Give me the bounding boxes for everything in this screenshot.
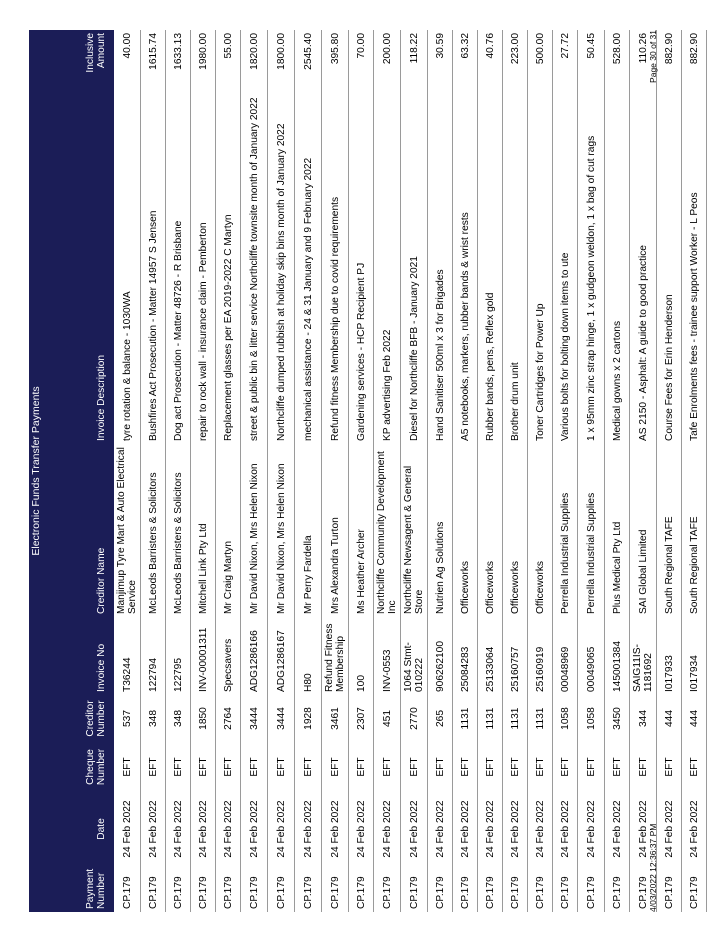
table-row [322, 30, 349, 912]
inclusive-amount-cell: 2545.40 [295, 30, 322, 81]
cheque-number-cell: EFT [216, 742, 241, 792]
payment-number-cell: CP.179 [141, 866, 166, 912]
creditor-number-cell: 3444 [268, 695, 295, 742]
cheque-number-cell: EFT [349, 742, 374, 792]
cheque-number-cell: EFT [141, 742, 166, 792]
creditor-name-cell: South Regional TAFE [657, 444, 682, 617]
invoice-description-cell: Diesel for Northcliffe BFB - January 2021 [401, 81, 428, 444]
table-row [503, 30, 528, 912]
invoice-no-cell: Refund Fitness Membership [322, 617, 349, 695]
col-inclusive-amount: Inclusive Amount [44, 30, 114, 81]
invoice-no-cell: I017934 [682, 617, 707, 695]
creditor-number-cell: 1058 [553, 695, 578, 742]
invoice-description-cell: AS 2150 - Asphalt: A guide to good practice [630, 81, 657, 444]
creditor-number-cell: 1058 [578, 695, 605, 742]
inclusive-amount-cell: 40.00 [114, 30, 141, 81]
invoice-description-cell: A5 notebooks, markers, rubber bands & wrist rests [453, 81, 478, 444]
invoice-no-cell: 122794 [141, 617, 166, 695]
creditor-number-cell: 444 [657, 695, 682, 742]
date-cell: 24 Feb 2022 [578, 792, 605, 866]
inclusive-amount-cell: 395.80 [322, 30, 349, 81]
invoice-description-cell: Brother drum unit [503, 81, 528, 444]
payment-number-cell: CP.179 [578, 866, 605, 912]
invoice-no-cell: 25160757 [503, 617, 528, 695]
cheque-number-cell: EFT [191, 742, 216, 792]
creditor-name-cell: Nutrien Ag Solutions [428, 444, 453, 617]
invoice-description-cell: KP advertising Feb 2022 [374, 81, 401, 444]
inclusive-amount-cell: 882.90 [682, 30, 707, 81]
inclusive-amount-cell: 528.00 [605, 30, 630, 81]
table-row [241, 30, 268, 912]
creditor-number-cell: 344 [630, 695, 657, 742]
inclusive-amount-cell: 55.00 [216, 30, 241, 81]
creditor-name-cell: Mr Perry Fardella [295, 444, 322, 617]
table-row [428, 30, 453, 912]
creditor-name-cell: McLeods Barristers & Solicitors [141, 444, 166, 617]
creditor-number-cell: 2770 [401, 695, 428, 742]
cheque-number-cell: EFT [166, 742, 191, 792]
invoice-description-cell: street & public bin & litter service Northcliffe townsite month of January 2022 [241, 81, 268, 444]
invoice-no-cell: 25160919 [528, 617, 553, 695]
payment-number-cell: CP.179 [114, 866, 141, 912]
invoice-description-cell: Replacement glasses per EA 2019-2022 C Martyn [216, 81, 241, 444]
creditor-number-cell: 3444 [241, 695, 268, 742]
creditor-number-cell: 348 [166, 695, 191, 742]
invoice-description-cell: Northcliffe dumped rubbish at holiday skip bins month of January 2022 [268, 81, 295, 444]
table-row [141, 30, 166, 912]
creditor-name-cell: South Regional TAFE [682, 444, 707, 617]
creditor-number-cell: 1131 [503, 695, 528, 742]
creditor-number-cell: 1131 [453, 695, 478, 742]
table-row [605, 30, 630, 912]
table-row [578, 30, 605, 912]
cheque-number-cell: EFT [453, 742, 478, 792]
inclusive-amount-cell: 50.45 [578, 30, 605, 81]
date-cell: 24 Feb 2022 [241, 792, 268, 866]
invoice-no-cell: 1064 Stmt-010222 [401, 617, 428, 695]
page-number: Page 30 of 31 [648, 30, 658, 83]
invoice-no-cell: INV-0553 [374, 617, 401, 695]
date-cell: 24 Feb 2022 [605, 792, 630, 866]
payment-number-cell: CP.179 [605, 866, 630, 912]
table-row [191, 30, 216, 912]
date-cell: 24 Feb 2022 [478, 792, 503, 866]
date-cell: 24 Feb 2022 [322, 792, 349, 866]
cheque-number-cell: EFT [630, 742, 657, 792]
cheque-number-cell: EFT [374, 742, 401, 792]
invoice-no-cell: Specsavers [216, 617, 241, 695]
creditor-number-cell: 2307 [349, 695, 374, 742]
payment-number-cell: CP.179 [322, 866, 349, 912]
table-row [349, 30, 374, 912]
creditor-number-cell: 348 [141, 695, 166, 742]
invoice-no-cell: INV-00001311 [191, 617, 216, 695]
creditor-name-cell: Ms Heather Archer [349, 444, 374, 617]
creditor-name-cell: Mr David Nixon, Mrs Helen Nixon [268, 444, 295, 617]
invoice-description-cell: Hand Sanitiser 500ml x 3 for Brigades [428, 81, 453, 444]
creditor-number-cell: 2764 [216, 695, 241, 742]
report-title: Electronic Funds Transfer Payments [29, 30, 44, 912]
date-cell: 24 Feb 2022 [191, 792, 216, 866]
creditor-name-cell: Northcliffe Community Development Inc [374, 444, 401, 617]
creditor-name-cell: McLeods Barristers & Solicitors [166, 444, 191, 617]
printed-timestamp: 4/03/2022 12:36:37 PM [648, 823, 658, 912]
cheque-number-cell: EFT [503, 742, 528, 792]
payment-number-cell: CP.179 [503, 866, 528, 912]
table-header-row [44, 30, 114, 912]
creditor-name-cell: Plus Medical Pty Ltd [605, 444, 630, 617]
date-cell: 24 Feb 2022 [349, 792, 374, 866]
cheque-number-cell: EFT [528, 742, 553, 792]
payment-number-cell: CP.179 [682, 866, 707, 912]
date-cell: 24 Feb 2022 [166, 792, 191, 866]
creditor-name-cell: Officeworks [503, 444, 528, 617]
date-cell: 24 Feb 2022 [268, 792, 295, 866]
inclusive-amount-cell: 27.72 [553, 30, 578, 81]
inclusive-amount-cell: 118.22 [401, 30, 428, 81]
date-cell: 24 Feb 2022 [295, 792, 322, 866]
table-row [657, 30, 682, 912]
invoice-no-cell: 122795 [166, 617, 191, 695]
creditor-name-cell: Officeworks [478, 444, 503, 617]
payment-number-cell: CP.179 [191, 866, 216, 912]
inclusive-amount-cell: 1800.00 [268, 30, 295, 81]
invoice-no-cell: 25133064 [478, 617, 503, 695]
col-invoice-no: Invoice No [44, 617, 114, 695]
invoice-no-cell: 00048969 [553, 617, 578, 695]
creditor-number-cell: 3450 [605, 695, 630, 742]
creditor-name-cell: SAI Global Limited [630, 444, 657, 617]
date-cell: 24 Feb 2022 [428, 792, 453, 866]
table-row [528, 30, 553, 912]
cheque-number-cell: EFT [241, 742, 268, 792]
invoice-no-cell: 25084283 [453, 617, 478, 695]
cheque-number-cell: EFT [657, 742, 682, 792]
invoice-description-cell: Toner Cartridges for Power Up [528, 81, 553, 444]
inclusive-amount-cell: 200.00 [374, 30, 401, 81]
payment-number-cell: CP.179 [295, 866, 322, 912]
cheque-number-cell: EFT [268, 742, 295, 792]
date-cell: 24 Feb 2022 [503, 792, 528, 866]
payment-number-cell: CP.179 [630, 866, 657, 912]
invoice-description-cell: 1 x 95mm zinc strap hinge, 1 x gudgeon weldon, 1 x bag of cut rags [578, 81, 605, 444]
creditor-name-cell: Officeworks [528, 444, 553, 617]
creditor-number-cell: 1928 [295, 695, 322, 742]
payment-number-cell: CP.179 [478, 866, 503, 912]
inclusive-amount-cell: 223.00 [503, 30, 528, 81]
invoice-description-cell: Bushfires Act Prosecution - Matter 14957 S Jensen [141, 81, 166, 444]
invoice-no-cell: 906262100 [428, 617, 453, 695]
invoice-description-cell: Tafe Enrolments fees - trainee support Worker - L Peos [682, 81, 707, 444]
table-row [216, 30, 241, 912]
creditor-number-cell: 265 [428, 695, 453, 742]
inclusive-amount-cell: 500.00 [528, 30, 553, 81]
table-row [401, 30, 428, 912]
table-row [682, 30, 707, 912]
invoice-description-cell: Refund fitness Membership due to covid requirements [322, 81, 349, 444]
invoice-description-cell: Various bolts for bolting down items to ute [553, 81, 578, 444]
payment-number-cell: CP.179 [401, 866, 428, 912]
cheque-number-cell: EFT [478, 742, 503, 792]
col-date: Date [44, 792, 114, 866]
date-cell: 24 Feb 2022 [657, 792, 682, 866]
payment-number-cell: CP.179 [657, 866, 682, 912]
creditor-name-cell: Officeworks [453, 444, 478, 617]
creditor-name-cell: Northcliffe Newsagent & General Store [401, 444, 428, 617]
table-row [478, 30, 503, 912]
cheque-number-cell: EFT [553, 742, 578, 792]
inclusive-amount-cell: 1980.00 [191, 30, 216, 81]
invoice-no-cell: T36244 [114, 617, 141, 695]
payment-number-cell: CP.179 [268, 866, 295, 912]
table-row [268, 30, 295, 912]
inclusive-amount-cell: 110.26 [630, 30, 657, 81]
date-cell: 24 Feb 2022 [141, 792, 166, 866]
creditor-number-cell: 444 [682, 695, 707, 742]
creditor-number-cell: 3461 [322, 695, 349, 742]
invoice-no-cell: 00049065 [578, 617, 605, 695]
inclusive-amount-cell: 1615.74 [141, 30, 166, 81]
inclusive-amount-cell: 30.59 [428, 30, 453, 81]
payment-number-cell: CP.179 [166, 866, 191, 912]
payment-number-cell: CP.179 [553, 866, 578, 912]
invoice-no-cell: 145001384 [605, 617, 630, 695]
table-row [630, 30, 657, 912]
creditor-number-cell: 451 [374, 695, 401, 742]
invoice-description-cell: mechanical assistance - 24 & 31 January and 9 February 2022 [295, 81, 322, 444]
creditor-name-cell: Perrella Industrial Supplies [578, 444, 605, 617]
creditor-name-cell: Mr David Nixon, Mrs Helen Nixon [241, 444, 268, 617]
creditor-number-cell: 1131 [478, 695, 503, 742]
cheque-number-cell: EFT [322, 742, 349, 792]
invoice-no-cell: I017933 [657, 617, 682, 695]
creditor-name-cell: Mrs Alexandra Turton [322, 444, 349, 617]
inclusive-amount-cell: 70.00 [349, 30, 374, 81]
date-cell: 24 Feb 2022 [114, 792, 141, 866]
col-payment-number: Payment Number [44, 866, 114, 912]
col-creditor-name: Creditor Name [44, 444, 114, 617]
table-row [453, 30, 478, 912]
cheque-number-cell: EFT [295, 742, 322, 792]
date-cell: 24 Feb 2022 [374, 792, 401, 866]
table-body [114, 30, 707, 912]
table-row [295, 30, 322, 912]
creditor-name-cell: Manjimup Tyre Mart & Auto Electrical Service [114, 444, 141, 617]
creditor-number-cell: 1850 [191, 695, 216, 742]
creditor-name-cell: Mitchell Link Pty Ltd [191, 444, 216, 617]
invoice-description-cell: Gardening services - HCP Recipient PJ [349, 81, 374, 444]
col-invoice-description: Invoice Description [44, 81, 114, 444]
invoice-description-cell: tyre rotation & balance - 1030WA [114, 81, 141, 444]
payment-number-cell: CP.179 [374, 866, 401, 912]
date-cell: 24 Feb 2022 [528, 792, 553, 866]
invoice-no-cell: H80 [295, 617, 322, 695]
cheque-number-cell: EFT [578, 742, 605, 792]
inclusive-amount-cell: 63.32 [453, 30, 478, 81]
payment-number-cell: CP.179 [528, 866, 553, 912]
table-row [166, 30, 191, 912]
invoice-no-cell: ADG1286167 [268, 617, 295, 695]
col-cheque-number: Cheque Number [44, 742, 114, 792]
date-cell: 24 Feb 2022 [401, 792, 428, 866]
creditor-name-cell: Perrella Industrial Supplies [553, 444, 578, 617]
date-cell: 24 Feb 2022 [553, 792, 578, 866]
creditor-number-cell: 1131 [528, 695, 553, 742]
cheque-number-cell: EFT [682, 742, 707, 792]
payment-number-cell: CP.179 [216, 866, 241, 912]
date-cell: 24 Feb 2022 [216, 792, 241, 866]
invoice-description-cell: Dog act Prosecution - Matter 48726 - R Brisbane [166, 81, 191, 444]
cheque-number-cell: EFT [605, 742, 630, 792]
inclusive-amount-cell: 1820.00 [241, 30, 268, 81]
date-cell: 24 Feb 2022 [682, 792, 707, 866]
invoice-no-cell: 100 [349, 617, 374, 695]
invoice-no-cell: SAIG11IS-1181692 [630, 617, 657, 695]
table-row [374, 30, 401, 912]
table-row [553, 30, 578, 912]
date-cell: 24 Feb 2022 [453, 792, 478, 866]
creditor-number-cell: 537 [114, 695, 141, 742]
inclusive-amount-cell: 40.76 [478, 30, 503, 81]
payment-number-cell: CP.179 [453, 866, 478, 912]
invoice-description-cell: Medical gowns x 2 cartons [605, 81, 630, 444]
inclusive-amount-cell: 1633.13 [166, 30, 191, 81]
table-row [114, 30, 141, 912]
col-creditor-number: Creditor Number [44, 695, 114, 742]
date-cell: 24 Feb 2022 [630, 792, 657, 866]
creditor-name-cell: Mr Craig Martyn [216, 444, 241, 617]
cheque-number-cell: EFT [428, 742, 453, 792]
payment-number-cell: CP.179 [349, 866, 374, 912]
invoice-description-cell: Rubber bands, pens, Reflex gold [478, 81, 503, 444]
payment-number-cell: CP.179 [241, 866, 268, 912]
cheque-number-cell: EFT [401, 742, 428, 792]
invoice-no-cell: ADG1286166 [241, 617, 268, 695]
inclusive-amount-cell: 882.90 [657, 30, 682, 81]
payment-number-cell: CP.179 [428, 866, 453, 912]
invoice-description-cell: repair to rock wall - insurance claim - Pemberton [191, 81, 216, 444]
invoice-description-cell: Course Fees for Erin Henderson [657, 81, 682, 444]
cheque-number-cell: EFT [114, 742, 141, 792]
payments-table [44, 30, 707, 912]
